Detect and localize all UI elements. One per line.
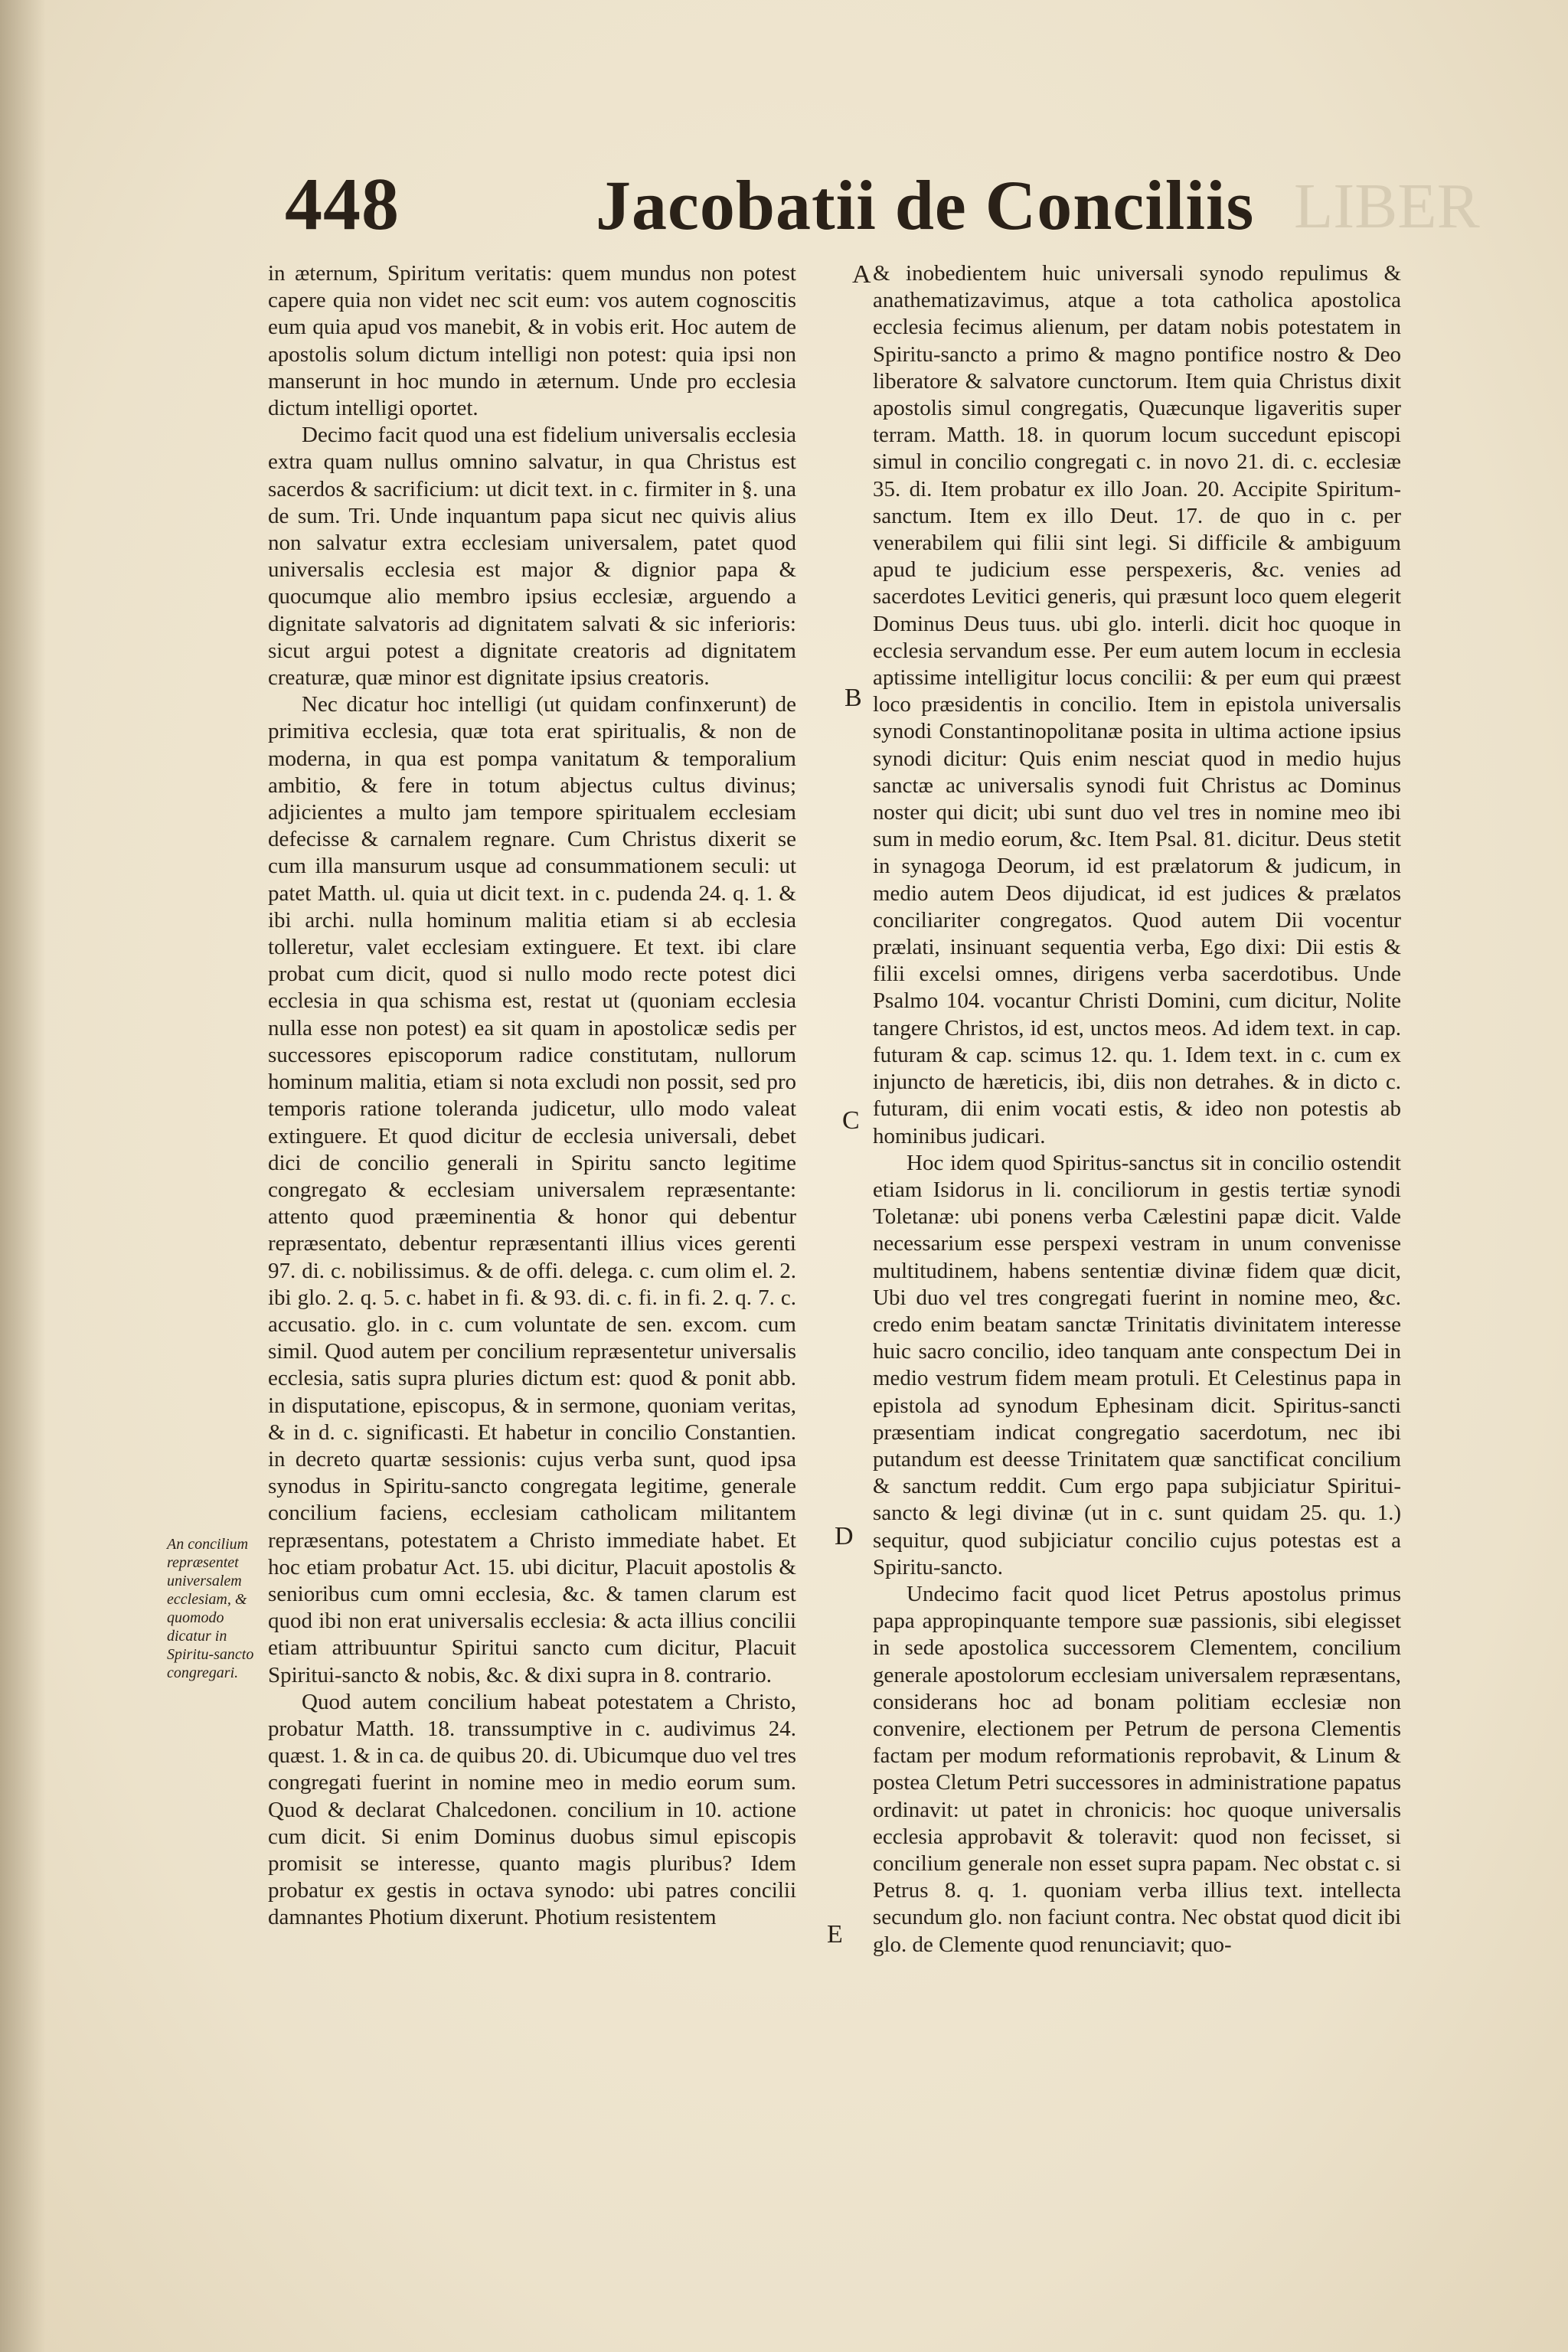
- margin-marker-d: D: [835, 1522, 854, 1550]
- margin-marker-b: B: [844, 684, 862, 712]
- paragraph: Nec dicatur hoc intelligi (ut quidam confinxerunt) de primitiva ecclesia, quæ tota erat spiritualis, & non de moderna, in qua est pompa vanitatum & temporalium ambitio, & fere in totum abjectus cultus divinus; adjicientes a multo jam tempore spiritualem ecclesiam defecisse & carnalem regnare. Cum Christus dixerit se cum illa mansurum usque ad consummationem seculi: ut patet Matth. ul. quia ut dicit text. in c. pudenda 24. q. 1. & ibi archi. nulla hominum malitia etiam si ab ecclesia tolleretur, valet ecclesiam extinguere. Et text. ibi clare probat cum dicit, quod si nullo modo recte potest dici ecclesia in qua schisma est, restat ut (quoniam ecclesia nulla esse non potest) ea sit quam in apostolicæ sedis per successores episcoporum radice constitutam, nullorum hominum malitia, etiam si nota excludi non possit, sed pro temporis ratione toleranda judicetur, ullo modo valeat extinguere. Et quod dicitur de ecclesia universali, debet dici de concilio generali in Spiritu sancto legitime congregato & ecclesiam universalem repræsentante: attento quod præeminentia & honor qui debentur repræsentato, debentur repræsentanti illius vices gerenti 97. di. c. nobilissimus. & de offi. delega. c. cum olim el. 2. ibi glo. 2. q. 5. c. habet in fi. & 93. di. c. fi. in fi. 2. q. 7. c. accusatio. glo. in c. cum voluntate de sen. excom. cum simil. Quod autem per concilium repræsentetur universalis ecclesia, satis supra pluries dictum est: quod & ponit abb. in disputatione, episcopus, & in sermone, quoniam veritas, & in d. c. significasti. Et habetur in concilio Constantien. in decreto quartæ sessionis: cujus verba sunt, quod ipsa synodus in Spiritu-sancto congregata legitime, generale concilium faciens, ecclesiam catholicam militantem repræsentans, potestatem a Christo immediate habet. Et hoc etiam probatur Act. 15. ubi dicitur, Placuit apostolis & senioribus cum omni ecclesia, &c. & tamen clarum est quod ibi non erat universalis ecclesia: & acta illius concilii etiam attribuuntur Spiritui sancto cum dicitur, Placuit Spiritui-sancto & nobis, &c. & dixi supra in 8. contrario.: [268, 692, 796, 1687]
- margin-marker-a: A: [852, 260, 871, 289]
- running-title: Jacobatii de Conciliis: [596, 166, 1255, 244]
- paragraph: Decimo facit quod una est fidelium universalis ecclesia extra quam nullus omnino salvatur, in qua Christus est sacerdos & sacrificium: ut dicit text. in c. firmiter in §. una de sum. Tri. Unde inquantum papa sicut nec quivis alius non salvatur extra ecclesiam universalem, patet quod universalis ecclesia est major & dignior papa & quocumque alio membro ipsius ecclesiæ, arguendo a dignitate salvatoris ad dignitatem salvati & sic inferioris: sicut argui potest a dignitate creatoris ad dignitatem creaturæ, quæ minor est dignitate ipsius creatoris.: [268, 423, 796, 691]
- margin-marker-c: C: [842, 1106, 860, 1135]
- margin-marker-e: E: [827, 1920, 843, 1949]
- left-column: [268, 260, 796, 1932]
- show-through-title: LIBER: [1294, 171, 1480, 242]
- gutter-shadow: [0, 0, 46, 2352]
- page-number: 448: [285, 163, 400, 246]
- paragraph: Undecimo facit quod licet Petrus apostolus primus papa appropinquante tempore suæ passionis, sibi elegisset in sede apostolica successorem Clementem, concilium generale apostolorum ecclesiam universalem repræsentans, considerans hoc ad bonam politiam ecclesiæ non convenire, electionem per Petrum de persona Clementis factam per modum reformationis reprobavit, & Linum & postea Cletum Petri successores in administratione papatus ordinavit: ut patet in chronicis: hoc quoque universalis ecclesia approbavit & toleravit: quod non fecisset, si concilium generale non esset supra papam. Nec obstat c. si Petrus 8. q. 1. quoniam verba illius text. intellecta secundum glo. non faciunt contra. Nec obstat quod dicit ibi glo. de Clemente quod renunciavit; quo-: [873, 1581, 1401, 1957]
- paragraph: Quod autem concilium habeat potestatem a Christo, probatur Matth. 18. transsumptive in c. audivimus 24. quæst. 1. & in ca. de quibus 20. di. Ubicumque duo vel tres congregati fuerint in nomine meo in medio eorum sum. Quod & declarat Chalcedonen. concilium in 10. actione cum dicit. Si enim Dominus duobus simul episcopis promisit se interesse, quanto magis pluribus? Idem probatur ex gestis in octava synodo: ubi patres concilii damnantes Photium dixerunt. Photium resistentem: [268, 1689, 796, 1930]
- right-column: [873, 260, 1401, 1958]
- paragraph: Hoc idem quod Spiritus-sanctus sit in concilio ostendit etiam Isidorus in li. conciliorum in gestis tertiæ synodi Toletanæ: ubi ponens verba Cælestini papæ dicit. Valde necessarium esse perspexi vestram in unum convenisse multitudinem, habens sententiæ divinæ fidem quæ dicit, Ubi duo vel tres congregati fuerint in nomine meo, &c. credo enim beatam sanctæ Trinitatis divinitatem interesse huic sacro concilio, ideo tanquam ante conspectum Dei in medio vestrum fidem meam protuli. Et Celestinus papa in epistola ad synodum Ephesinam dicit. Spiritus-sancti præsentiam indicat congregatio sacerdotum, nec ibi putandum est deesse Trinitatem quæ sanctificat concilium & sanctum reddit. Cum ergo papa subjiciatur Spiritui-sancto & legi divinæ (ut in c. sunt quidam 25. qu. 1.) sequitur, quod subjiciatur concilio cujus potestas est a Spiritu-sancto.: [873, 1150, 1401, 1579]
- paragraph: in æternum, Spiritum veritatis: quem mundus non potest capere quia non videt nec scit eum: vos autem cognoscitis eum quia apud vos manebit, & in vobis erit. Hoc autem de apostolis solum dictum intelligi non potest: quia ipsi non manserunt in hoc mundo in æternum. Unde pro ecclesia dictum intelligi oportet.: [268, 261, 796, 421]
- paragraph: & inobedientem huic universali synodo repulimus & anathematizavimus, atque a tota catholica apostolica ecclesia fecimus alienum, per datam nobis potestatem in Spiritu-sancto a primo & magno pontifice nostro & Deo liberatore & salvatore cunctorum. Item quia Christus dixit apostolis simul congregatis, Quæcunque ligaveritis super terram. Matth. 18. in quorum locum succedunt episcopi simul in concilio congregati c. in novo 21. di. c. ecclesiæ 35. di. Item probatur ex illo Joan. 20. Accipite Spiritum-sanctum. Item ex illo Deut. 17. de quo in c. per venerabilem qui filii sint legi. Si difficile & ambiguum apud te judicium esse perspexeris, &c. venies ad sacerdotes Levitici generis, qui præsunt loco quem elegerit Dominus Deus tuus. ubi glo. interli. dicit hoc quoque in ecclesia servandum esse. Per eum autem locum in ecclesia aptissime intelligitur locus concilii: & per eum qui præest loco præsidentis in concilio. Item in epistola universalis synodi Constantinopolitanæ posita in ultima actione ipsius synodi dicitur: Quis enim nesciat quod in medio hujus sanctæ ac universalis synodi fuit Christus ac Dominus noster qui dicit; ubi sunt duo vel tres in nomine meo ibi sum in medio eorum, &c. Item Psal. 81. dicitur. Deus stetit in synagoga Deorum, id est prælatorum & judicum, in medio autem Deos dijudicat, id est judices & prælatos conciliariter congregatos. Quod autem Dii vocentur prælati, insinuant sequentia verba, Ego dixi: Dii estis & filii excelsi omnes, dirigens verba sacerdotibus. Unde Psalmo 104. vocantur Christi Domini, cum dicitur, Nolite tangere Christos, id est, unctos meos. Ad idem text. in cap. futuram & cap. scimus 12. qu. 1. Idem text. in c. cum ex injuncto de hæreticis, ibi, diis non detrahes. & in dicto c. futuram, dii enim vocati estis, & ideo non potestis ab hominibus judicari.: [873, 261, 1401, 1148]
- margin-note: An concilium repræsentet universalem ecclesiam, & quomodo dicatur in Spiritu-sancto congregari.: [167, 1536, 254, 1681]
